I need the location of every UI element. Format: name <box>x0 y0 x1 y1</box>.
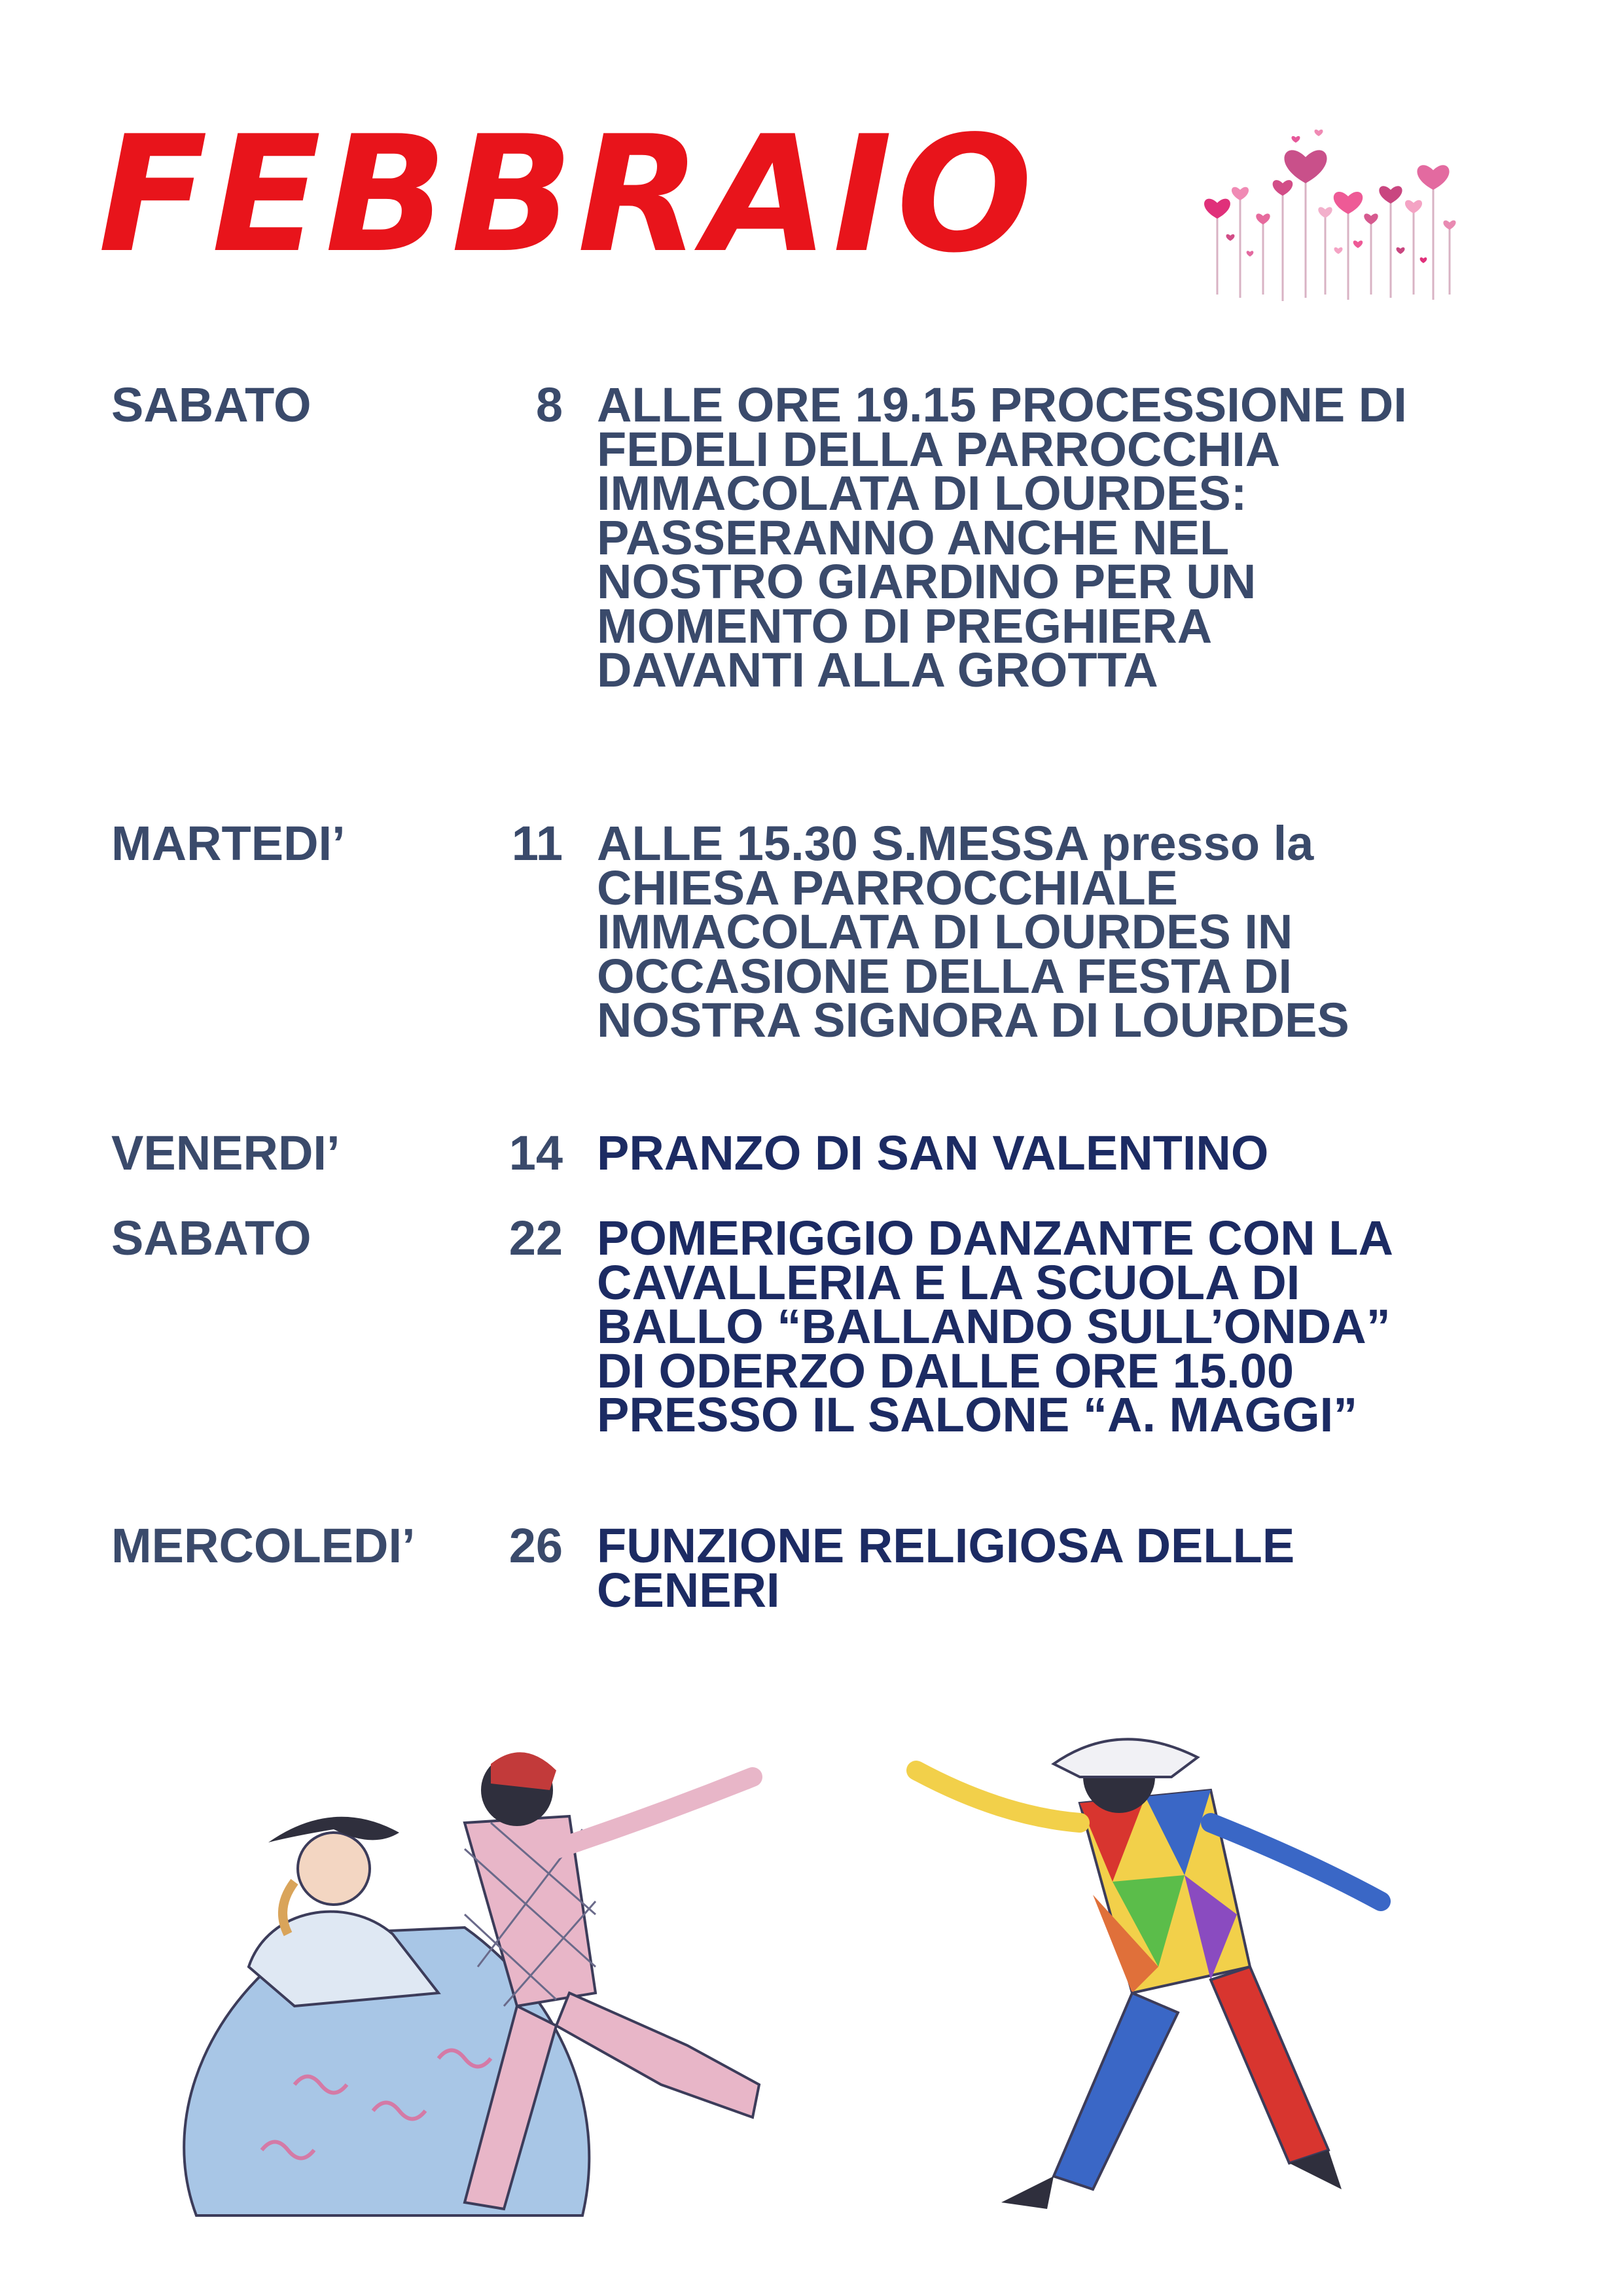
event-description-line: MOMENTO DI PREGHIERA <box>597 598 1213 653</box>
event-description-line: IMMACOLATA DI LOURDES: <box>597 466 1247 520</box>
event-description-line: CAVALLERIA E LA SCUOLA DI <box>597 1255 1300 1310</box>
page-title: FEBBRAIO <box>98 101 1037 288</box>
hearts-bouquet-icon <box>1191 118 1466 308</box>
event-description-line: PASSERANNO ANCHE NEL <box>597 510 1230 565</box>
event-date: 8 <box>535 378 563 432</box>
event-date: 26 <box>508 1518 563 1573</box>
event-date: 11 <box>511 816 563 870</box>
event-description-line: PRANZO DI SAN VALENTINO <box>597 1126 1269 1180</box>
event-description-line: BALLO “BALLANDO SULL’ONDA” <box>597 1299 1391 1354</box>
event-date: 22 <box>508 1211 563 1265</box>
event-day: VENERDI’ <box>111 1126 340 1180</box>
event-description-line: ALLE 15.30 S.MESSA presso la <box>597 816 1314 870</box>
event-description-line: NOSTRO GIARDINO PER UN <box>597 554 1257 609</box>
event-description-line: FEDELI DELLA PARROCCHIA <box>597 422 1281 476</box>
event-day: MARTEDI’ <box>111 816 346 870</box>
event-day: MERCOLEDI’ <box>111 1518 416 1573</box>
event-description-line: POMERIGGIO DANZANTE CON LA <box>597 1211 1393 1265</box>
event-description-line: PRESSO IL SALONE “A. MAGGI” <box>597 1388 1358 1442</box>
event-day: SABATO <box>111 378 312 432</box>
event-day: SABATO <box>111 1211 312 1265</box>
event-description-line: OCCASIONE DELLA FESTA DI <box>597 948 1293 1003</box>
event-description-line: NOSTRA SIGNORA DI LOURDES <box>597 993 1349 1047</box>
event-description-line: IMMACOLATA DI LOURDES IN <box>597 905 1293 959</box>
event-description-line: FUNZIONE RELIGIOSA DELLE <box>597 1518 1295 1573</box>
event-description-line: ALLE ORE 19.15 PROCESSIONE DI <box>597 378 1407 432</box>
event-description-line: CENERI <box>597 1562 780 1617</box>
event-date: 14 <box>508 1126 563 1180</box>
event-description-line: CHIESA PARROCCHIALE <box>597 860 1179 915</box>
event-description-line: DI ODERZO DALLE ORE 15.00 <box>597 1343 1294 1398</box>
carnival-dancers-harlequin-illustration <box>98 1718 1525 2222</box>
event-description-line: DAVANTI ALLA GROTTA <box>597 643 1158 697</box>
